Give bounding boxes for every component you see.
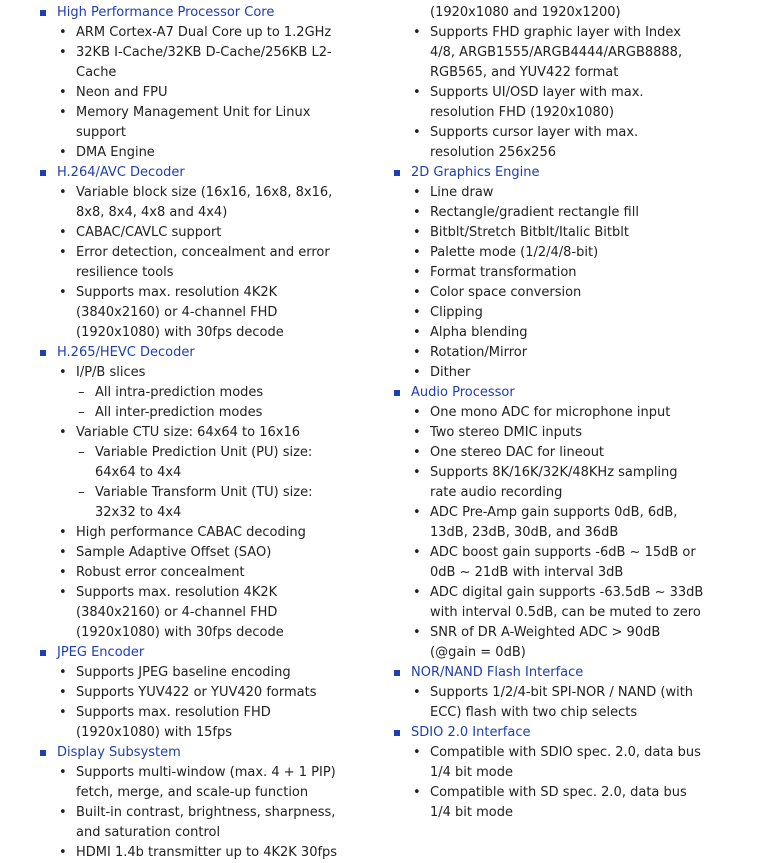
list-item: • I/P/B slices bbox=[40, 363, 350, 383]
sub-list-item: – Variable Transform Unit (TU) size: 32x32 to 4x4 bbox=[40, 483, 350, 523]
list-item: • Dither bbox=[394, 363, 706, 383]
left-column bbox=[40, 3, 350, 863]
list-item: • ADC boost gain supports -6dB ~ 15dB or 0dB ~ 21dB with interval 3dB bbox=[394, 543, 706, 583]
bullet-list bbox=[40, 763, 350, 863]
list-item: • One mono ADC for microphone input bbox=[394, 403, 706, 423]
list-item: • Neon and FPU bbox=[40, 83, 350, 103]
sub-list-item: – All intra-prediction modes bbox=[40, 383, 350, 403]
section-audio-processor bbox=[394, 383, 706, 663]
list-item: • Bitblt/Stretch Bitblt/Italic Bitblt bbox=[394, 223, 706, 243]
list-item: • HDMI 1.4b transmitter up to 4K2K 30fps bbox=[40, 843, 350, 863]
bullet-list bbox=[394, 23, 706, 163]
list-item: • Built-in contrast, brightness, sharpness, and saturation control bbox=[40, 803, 350, 843]
list-item: • Supports 1/2/4-bit SPI-NOR / NAND (with ECC) flash with two chip selects bbox=[394, 683, 706, 723]
list-item: • Sample Adaptive Offset (SAO) bbox=[40, 543, 350, 563]
list-item: • Alpha blending bbox=[394, 323, 706, 343]
list-item: • Supports cursor layer with max. resolution 256x256 bbox=[394, 123, 706, 163]
list-item: • 32KB I-Cache/32KB D-Cache/256KB L2-Cache bbox=[40, 43, 350, 83]
list-item: • Supports max. resolution 4K2K (3840x2160) or 4-channel FHD (1920x1080) with 30fps decode bbox=[40, 283, 350, 343]
list-item: • ADC Pre-Amp gain supports 0dB, 6dB, 13dB, 23dB, 30dB, and 36dB bbox=[394, 503, 706, 543]
right-column bbox=[394, 3, 706, 823]
bullet-list bbox=[394, 683, 706, 723]
section-jpeg-encoder bbox=[40, 643, 350, 743]
section-title: 2D Graphics Engine bbox=[394, 163, 706, 183]
list-item: • Supports UI/OSD layer with max. resolution FHD (1920x1080) bbox=[394, 83, 706, 123]
section-title: High Performance Processor Core bbox=[40, 3, 350, 23]
list-item: • Supports 8K/16K/32K/48KHz sampling rate audio recording bbox=[394, 463, 706, 503]
sub-list-item: – Variable Prediction Unit (PU) size: 64x64 to 4x4 bbox=[40, 443, 350, 483]
list-item: • Clipping bbox=[394, 303, 706, 323]
list-item: • Palette mode (1/2/4/8-bit) bbox=[394, 243, 706, 263]
bullet-list bbox=[40, 183, 350, 343]
list-item: • Supports max. resolution FHD (1920x1080) with 15fps bbox=[40, 703, 350, 743]
continuation-text: (1920x1080 and 1920x1200) bbox=[430, 5, 621, 20]
section-title: Display Subsystem bbox=[40, 743, 350, 763]
list-item: • Memory Management Unit for Linux support bbox=[40, 103, 350, 143]
list-item: • Compatible with SD spec. 2.0, data bus 1/4 bit mode bbox=[394, 783, 706, 823]
section-nor-nand-flash-interface bbox=[394, 663, 706, 723]
section-sdio-2-0-interface bbox=[394, 723, 706, 823]
list-item: • Format transformation bbox=[394, 263, 706, 283]
section-title: Audio Processor bbox=[394, 383, 706, 403]
list-item: • Compatible with SDIO spec. 2.0, data bus 1/4 bit mode bbox=[394, 743, 706, 783]
list-item: • Line draw bbox=[394, 183, 706, 203]
bullet-list bbox=[40, 363, 350, 643]
list-item: • Supports YUV422 or YUV420 formats bbox=[40, 683, 350, 703]
list-item: • Two stereo DMIC inputs bbox=[394, 423, 706, 443]
list-item: • Supports FHD graphic layer with Index 4/8, ARGB1555/ARGB4444/ARGB8888, RGB565, and YUV422 format bbox=[394, 23, 706, 83]
list-item: • Error detection, concealment and error resilience tools bbox=[40, 243, 350, 283]
section-title: SDIO 2.0 Interface bbox=[394, 723, 706, 743]
section-h-265-hevc-decoder bbox=[40, 343, 350, 643]
bullet-list bbox=[394, 183, 706, 383]
section-continued bbox=[394, 23, 706, 163]
section-title: JPEG Encoder bbox=[40, 643, 350, 663]
bullet-list bbox=[394, 743, 706, 823]
section-high-performance-processor-core bbox=[40, 3, 350, 163]
bullet-list bbox=[40, 663, 350, 743]
list-item: • High performance CABAC decoding bbox=[40, 523, 350, 543]
section-2d-graphics-engine bbox=[394, 163, 706, 383]
list-item: • Variable CTU size: 64x64 to 16x16 bbox=[40, 423, 350, 443]
list-item: • Variable block size (16x16, 16x8, 8x16, 8x8, 8x4, 4x8 and 4x4) bbox=[40, 183, 350, 223]
list-item: • CABAC/CAVLC support bbox=[40, 223, 350, 243]
section-h-264-avc-decoder bbox=[40, 163, 350, 343]
list-item: • Supports max. resolution 4K2K (3840x2160) or 4-channel FHD (1920x1080) with 30fps decode bbox=[40, 583, 350, 643]
list-item: • Rectangle/gradient rectangle fill bbox=[394, 203, 706, 223]
list-item: • Supports JPEG baseline encoding bbox=[40, 663, 350, 683]
list-item: • Color space conversion bbox=[394, 283, 706, 303]
bullet-list bbox=[40, 23, 350, 163]
list-item: • SNR of DR A-Weighted ADC > 90dB (@gain = 0dB) bbox=[394, 623, 706, 663]
list-item: • ARM Cortex-A7 Dual Core up to 1.2GHz bbox=[40, 23, 350, 43]
list-item: • ADC digital gain supports -63.5dB ~ 33dB with interval 0.5dB, can be muted to zero bbox=[394, 583, 706, 623]
list-item: • Rotation/Mirror bbox=[394, 343, 706, 363]
sub-list-item: – All inter-prediction modes bbox=[40, 403, 350, 423]
section-title: NOR/NAND Flash Interface bbox=[394, 663, 706, 683]
list-item: • Robust error concealment bbox=[40, 563, 350, 583]
section-display-subsystem bbox=[40, 743, 350, 863]
section-title: H.264/AVC Decoder bbox=[40, 163, 350, 183]
section-title: H.265/HEVC Decoder bbox=[40, 343, 350, 363]
bullet-list bbox=[394, 403, 706, 663]
list-item: • Supports multi-window (max. 4 + 1 PIP) fetch, merge, and scale-up function bbox=[40, 763, 350, 803]
list-item: • DMA Engine bbox=[40, 143, 350, 163]
list-item: • One stereo DAC for lineout bbox=[394, 443, 706, 463]
